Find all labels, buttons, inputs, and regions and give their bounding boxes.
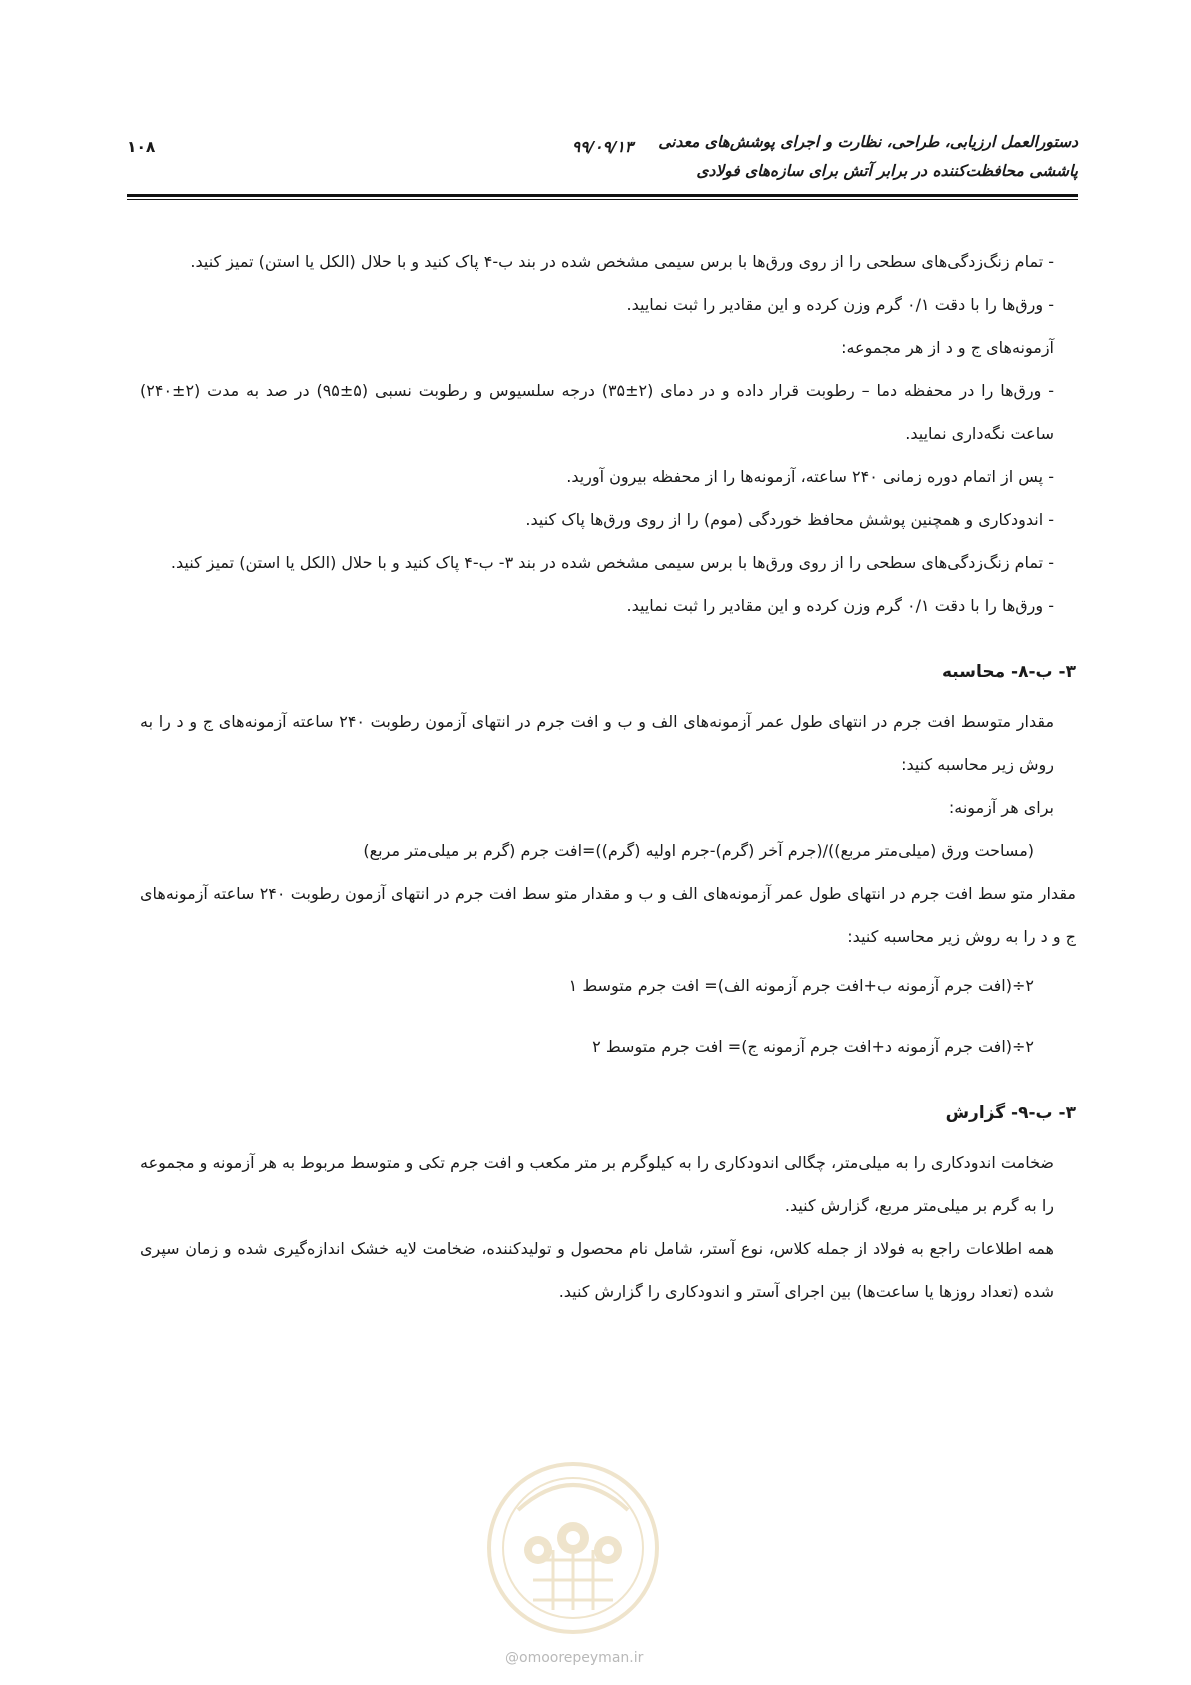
paragraph: - ورق‌ها را با دقت ۰/۱ گرم وزن کرده و این مقادیر را ثبت نمایید.: [626, 596, 1054, 615]
watermark-url: @omoorepeyman.ir: [505, 1650, 644, 1666]
document-date: ۹۹/۰۹/۱۳: [571, 138, 634, 156]
paragraph: همه اطلاعات راجع به فولاد از جمله کلاس، نوع آستر، شامل نام محصول و تولیدکننده، ضخامت لایه خشک اندازه‌گیری شده و زمان سپری شده (تعداد روزها یا ساعت‌ها) بین اجرای آستر و اندودکاری را گزارش کنید.: [140, 1239, 1054, 1301]
paragraph: - اندودکاری و همچنین پوشش محافظ خوردگی (موم) را از روی ورق‌ها پاک کنید.: [525, 510, 1054, 529]
paragraph: - ورق‌ها را در محفظه دما – رطوبت قرار داده و در دمای (۲±۳۵) درجه سلسیوس و رطوبت نسبی (۵±۹۵) در صد به مدت (۲±۲۴۰) ساعت نگه‌داری نمایید.: [140, 381, 1055, 443]
paragraph: - پس از اتمام دوره زمانی ۲۴۰ ساعته، آزمونه‌ها را از محفظه بیرون آورید.: [566, 467, 1054, 486]
formula-mean-1: ۲÷(افت جرم آزمونه ب+افت جرم آزمونه الف)= افت جرم متوسط ۱: [568, 976, 1034, 995]
header-rule-thick: [127, 194, 1078, 197]
paragraph: - ورق‌ها را با دقت ۰/۱ گرم وزن کرده و این مقادیر را ثبت نمایید.: [626, 295, 1054, 314]
document-title: [658, 128, 1078, 186]
paragraph: آزمونه‌های ج و د از هر مجموعه:: [841, 338, 1054, 357]
document-title-line-1: دستورالعمل ارزیابی، طراحی، نظارت و اجرای پوشش‌های معدنی: [658, 133, 1078, 151]
section-heading-calculation: ۳- ب-۸- محاسبه: [941, 662, 1076, 682]
paragraph: مقدار متو سط افت جرم در انتهای طول عمر آزمونه‌های الف و ب و مقدار متو سط افت جرم در انتهای آزمون رطوبت ۲۴۰ ساعته آزمونه‌های ج و د را به روش زیر محاسبه کنید:: [140, 884, 1076, 946]
paragraph: - تمام زنگ‌زدگی‌های سطحی را از روی ورق‌ها با برس سیمی مشخص شده در بند ب-۴ پاک کنید و با حلال (الکل یا استن) تمیز کنید.: [190, 252, 1054, 271]
paragraph: - تمام زنگ‌زدگی‌های سطحی را از روی ورق‌ها با برس سیمی مشخص شده در بند ۳- ب-۴ پاک کنید و با حلال (الکل یا استن) تمیز کنید.: [170, 553, 1054, 572]
paragraph: برای هر آزمونه:: [948, 798, 1054, 817]
paragraph: ضخامت اندودکاری را به میلی‌متر، چگالی اندودکاری را به کیلوگرم بر متر مکعب و افت جرم تکی و متوسط مربوط به هر آزمونه و مجموعه را به گرم بر میلی‌متر مربع، گزارش کنید.: [140, 1153, 1054, 1215]
page-number: ۱۰۸: [127, 138, 156, 156]
section-heading-report: ۳- ب-۹- گزارش: [945, 1103, 1076, 1123]
paragraph: مقدار متوسط افت جرم در انتهای طول عمر آزمونه‌های الف و ب و افت جرم در انتهای آزمون رطوبت ۲۴۰ ساعته آزمونه‌های ج و د را به روش زیر محاسبه کنید:: [140, 712, 1055, 774]
header-rule-thin: [127, 199, 1078, 200]
document-body: [140, 240, 1076, 1313]
page-header: [127, 128, 1078, 198]
document-title-line-2: پاششی محافظت‌کننده در برابر آتش برای سازه‌های فولادی: [696, 162, 1078, 180]
formula-mass-loss: (مساحت ورق (میلی‌متر مربع))/(جرم آخر (گرم)-جرم اولیه (گرم))=افت جرم (گرم بر میلی‌متر مربع): [363, 841, 1034, 860]
watermark-seal-icon: [478, 1440, 668, 1655]
formula-mean-2: ۲÷(افت جرم آزمونه د+افت جرم آزمونه ج)= افت جرم متوسط ۲: [592, 1037, 1034, 1056]
